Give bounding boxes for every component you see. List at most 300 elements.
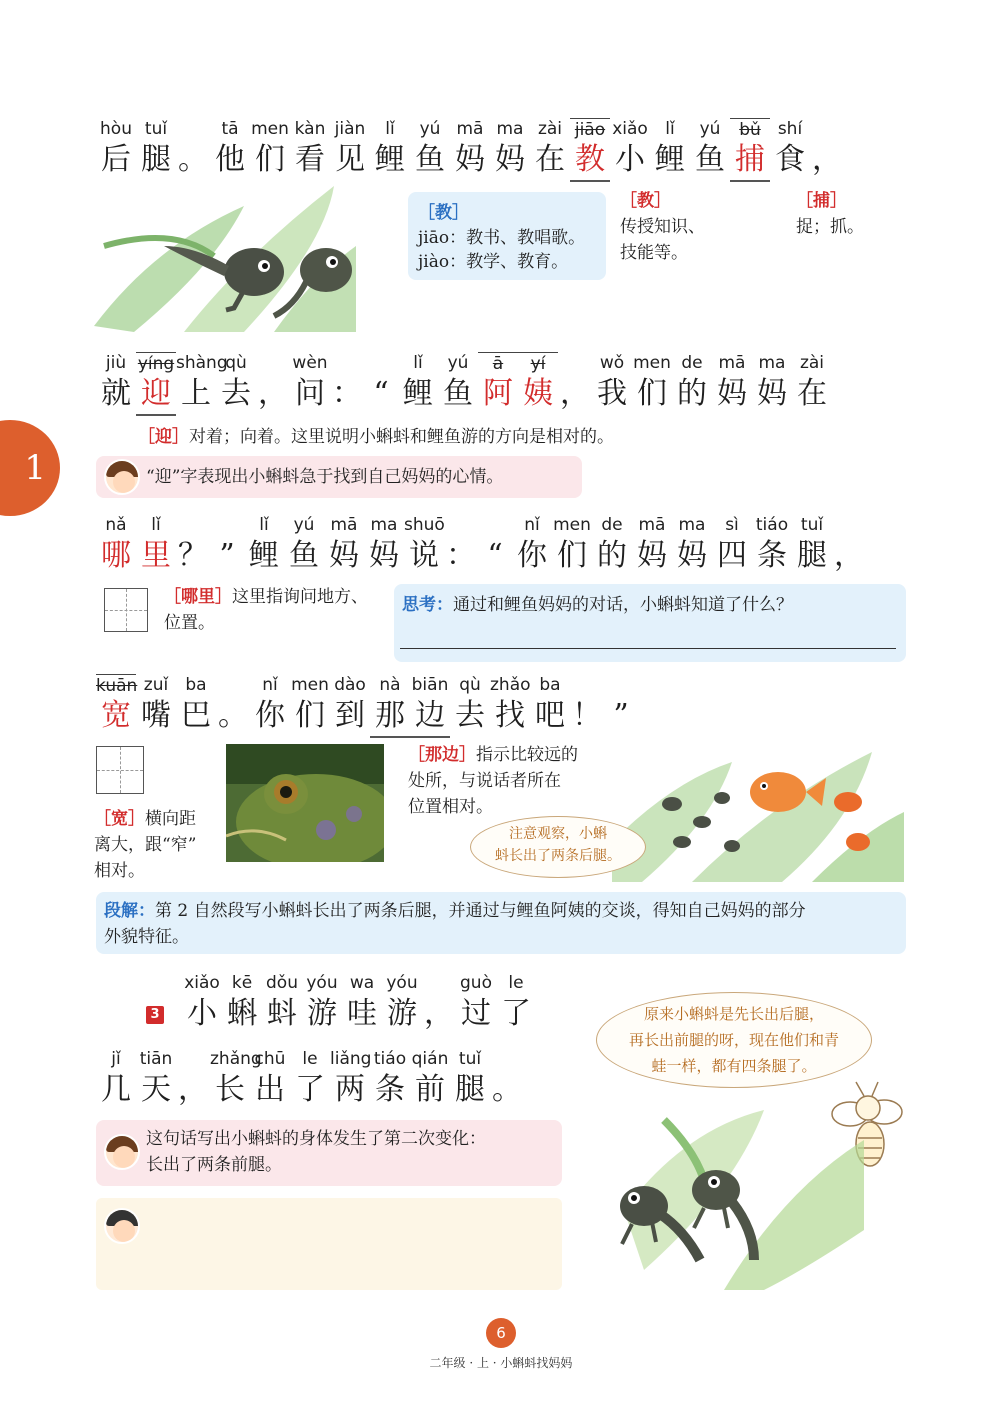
- hanzi: 说: [409, 538, 439, 573]
- pinyin: lǐ: [151, 515, 161, 535]
- pinyin: ma: [678, 515, 706, 535]
- hanzi: 后: [101, 142, 131, 177]
- pinyin: shí: [777, 119, 803, 139]
- pinyin: wǒ: [599, 353, 625, 373]
- char-cell: [558, 352, 592, 416]
- pinyin: yú: [699, 119, 721, 139]
- char-cell: [752, 514, 792, 576]
- char-cell: [136, 1048, 176, 1110]
- char-cell: [444, 514, 478, 576]
- student-avatar-icon: [104, 1208, 140, 1244]
- char-cell: [490, 1048, 524, 1110]
- char-cell: [690, 118, 730, 182]
- hanzi: ”: [613, 698, 629, 733]
- hanzi: 们: [255, 142, 285, 177]
- hanzi: ，: [258, 376, 288, 411]
- text-line-3: [96, 514, 866, 576]
- hanzi: 哪: [101, 538, 131, 573]
- paragraph-number: [146, 1006, 164, 1024]
- char-cell: [210, 514, 244, 576]
- pinyin: shàng: [176, 353, 228, 373]
- char-cell: [792, 514, 832, 576]
- char-cell: [96, 352, 136, 416]
- speech-bubble-legs: [596, 992, 872, 1088]
- tip-change-box: [96, 1120, 562, 1186]
- pinyin: kē: [231, 973, 253, 993]
- pinyin: qián: [411, 1049, 449, 1069]
- pinyin: nǐ: [524, 515, 540, 535]
- hanzi: 里: [141, 538, 171, 573]
- hanzi: 们: [295, 698, 325, 733]
- pinyin: chū: [254, 1049, 286, 1069]
- carp-and-tadpoles-illustration: [612, 742, 904, 882]
- hanzi: ，: [812, 142, 842, 177]
- pinyin: [558, 352, 592, 374]
- char-cell: [96, 118, 136, 182]
- char-cell: [176, 514, 210, 576]
- think-label: 思考：: [402, 595, 453, 615]
- char-cell: [96, 1048, 136, 1110]
- char-cell: [410, 118, 450, 182]
- char-cell: [290, 118, 330, 182]
- summary-line: 第 2 自然段写小蝌蚪长出了两条后腿，并通过与鲤鱼阿姨的交谈，得知自己妈妈的部分: [155, 901, 806, 921]
- char-cell: [570, 674, 604, 738]
- pinyin: guò: [460, 973, 492, 993]
- hanzi: 鱼: [443, 376, 473, 411]
- char-cell: [290, 352, 330, 416]
- hanzi: 你: [517, 538, 547, 573]
- writing-grid: [104, 588, 148, 632]
- char-cell: [610, 118, 650, 182]
- hanzi: 小: [187, 996, 217, 1031]
- answer-line[interactable]: [400, 648, 896, 649]
- note-jiao: [620, 188, 740, 266]
- hanzi: 长: [215, 1072, 245, 1107]
- hanzi: 了: [295, 1072, 325, 1107]
- note-line: 指示比较远的: [476, 745, 578, 765]
- char-cell: [450, 674, 490, 738]
- pinyin: mā: [718, 353, 746, 373]
- char-cell: [810, 118, 844, 182]
- chapter-badge: [0, 420, 60, 516]
- pinyin: tiān: [139, 1049, 173, 1069]
- hanzi: “: [487, 538, 503, 573]
- hanzi: 妈: [637, 538, 667, 573]
- char-cell: [216, 674, 250, 738]
- char-cell: [96, 514, 136, 576]
- pinyin: tuǐ: [144, 119, 168, 139]
- footer-title: 二年级 · 上 · 小蝌蚪找妈妈: [429, 1356, 573, 1370]
- char-cell: [330, 1048, 370, 1110]
- tip-line: 这句话写出小蝌蚪的身体发生了第二次变化：: [146, 1129, 486, 1149]
- four-legged-tadpoles-illustration: [604, 1110, 864, 1290]
- pinyin: [490, 1048, 524, 1070]
- note-jiao-polyphone-box: [408, 192, 606, 280]
- think-text: 通过和鲤鱼妈妈的对话，小蝌蚪知道了什么？: [453, 595, 793, 615]
- think-question: [402, 592, 793, 618]
- pinyin: shuō: [404, 515, 445, 535]
- hanzi: 妈: [495, 142, 525, 177]
- pinyin: biān: [411, 675, 449, 695]
- pinyin: men: [553, 515, 591, 535]
- char-cell: [136, 352, 176, 416]
- pinyin: zài: [799, 353, 825, 373]
- hanzi: ，: [178, 1072, 208, 1107]
- pinyin: kuān: [96, 676, 138, 696]
- char-cell: [176, 674, 216, 738]
- bubble-line: 蛙一样，都有四条腿了。: [651, 1057, 817, 1075]
- hanzi: 游: [387, 996, 417, 1031]
- pinyin: nǐ: [262, 675, 278, 695]
- char-cell: [330, 674, 370, 738]
- hanzi: 到: [335, 698, 365, 733]
- hanzi: 去: [455, 698, 485, 733]
- pinyin: dǒu: [266, 973, 298, 993]
- char-cell: [650, 118, 690, 182]
- pinyin: yí: [518, 352, 558, 374]
- char-cell: [570, 118, 610, 182]
- hanzi: 鱼: [695, 142, 725, 177]
- hanzi: ？: [178, 538, 208, 573]
- hanzi: 捕: [730, 140, 770, 182]
- hanzi: 他: [215, 142, 245, 177]
- hanzi: 妈: [717, 376, 747, 411]
- tip-text: “迎”字表现出小蝌蚪急于找到自己妈妈的心情。: [146, 467, 504, 487]
- char-cell: [364, 514, 404, 576]
- hanzi: 蚪: [267, 996, 297, 1031]
- pinyin: [216, 674, 250, 696]
- hanzi: 鱼: [415, 142, 445, 177]
- hanzi: 的: [677, 376, 707, 411]
- pinyin: le: [302, 1049, 318, 1069]
- note-title: ［教］: [418, 203, 469, 223]
- char-cell: [518, 352, 558, 416]
- pinyin: tuǐ: [458, 1049, 482, 1069]
- pinyin: [176, 1048, 210, 1070]
- char-cell: [632, 352, 672, 416]
- char-cell: [490, 118, 530, 182]
- char-cell: [382, 972, 422, 1034]
- pinyin: ba: [185, 675, 207, 695]
- student-answer-box[interactable]: [96, 1198, 562, 1290]
- hanzi: 在: [535, 142, 565, 177]
- pinyin: ma: [496, 119, 524, 139]
- pinyin: [604, 674, 638, 696]
- char-cell: [136, 514, 176, 576]
- hanzi: 出: [255, 1072, 285, 1107]
- pinyin: zài: [537, 119, 563, 139]
- note-line: 技能等。: [620, 243, 688, 263]
- paragraph-number-text: 3: [150, 1007, 160, 1022]
- char-cell: [370, 1048, 410, 1110]
- hanzi: 迎: [136, 374, 176, 416]
- note-line: 传授知识、: [620, 217, 705, 237]
- pinyin: wèn: [292, 353, 328, 373]
- hanzi: 的: [597, 538, 627, 573]
- note-line: 捉；抓。: [796, 217, 864, 237]
- char-cell: [422, 972, 456, 1034]
- hanzi: 阿: [483, 376, 513, 411]
- pinyin: [570, 674, 604, 696]
- tip-line: 长出了两条前腿。: [146, 1155, 282, 1175]
- char-cell: [364, 352, 398, 416]
- hanzi: ”: [219, 538, 235, 573]
- pinyin: nà: [379, 675, 401, 695]
- note-text: 对着；向着。这里说明小蝌蚪和鲤鱼游的方向是相对的。: [189, 427, 614, 447]
- summary-line: 外貌特征。: [104, 927, 189, 947]
- char-cell: [530, 674, 570, 738]
- hanzi: ，: [560, 376, 590, 411]
- hanzi: 上: [181, 376, 211, 411]
- note-line: 这里指询问地方、: [232, 587, 368, 607]
- char-cell: [136, 674, 176, 738]
- note-title: ［教］: [620, 191, 671, 211]
- hanzi: 鲤: [655, 142, 685, 177]
- note-nali: [164, 584, 394, 636]
- hanzi: 过: [461, 996, 491, 1031]
- hanzi: 鲤: [403, 376, 433, 411]
- hanzi: ：: [446, 538, 476, 573]
- text-line-2: [96, 352, 832, 416]
- pinyin: liǎng: [330, 1049, 372, 1069]
- text-line-6: [96, 1048, 524, 1110]
- pinyin: men: [251, 119, 289, 139]
- note-kuan: [94, 806, 224, 884]
- pinyin: tiáo: [755, 515, 789, 535]
- pinyin: yíng: [137, 354, 175, 374]
- hanzi: 食: [775, 142, 805, 177]
- pinyin: [256, 352, 290, 374]
- hanzi: 游: [307, 996, 337, 1031]
- note-title: ［哪里］: [164, 587, 232, 607]
- paragraph-summary-box: [96, 892, 906, 954]
- hanzi: 妈: [455, 142, 485, 177]
- pinyin: lǐ: [413, 353, 423, 373]
- hanzi: 吧: [535, 698, 565, 733]
- pinyin: [422, 972, 456, 994]
- hanzi: 你: [255, 698, 285, 733]
- pinyin: de: [601, 515, 623, 535]
- teacher-avatar-icon: [104, 1134, 140, 1170]
- hanzi: 腿: [141, 142, 171, 177]
- note-title: ［捕］: [796, 191, 847, 211]
- char-cell: [592, 514, 632, 576]
- bubble-line: 再长出前腿的呀，现在他们和青: [628, 1031, 839, 1049]
- frog-photo: [226, 744, 384, 862]
- hanzi: 见: [335, 142, 365, 177]
- char-cell: [262, 972, 302, 1034]
- hanzi: 蝌: [227, 996, 257, 1031]
- hanzi: ：: [332, 376, 362, 411]
- think-box: [394, 584, 906, 662]
- hanzi: 我: [597, 376, 627, 411]
- char-cell: [752, 352, 792, 416]
- char-cell: [96, 674, 136, 738]
- hanzi: 找: [495, 698, 525, 733]
- hanzi: 边: [410, 696, 450, 738]
- char-cell: [210, 118, 250, 182]
- pinyin: zhǎng: [210, 1049, 262, 1069]
- pinyin: xiǎo: [612, 119, 648, 139]
- hanzi: 鱼: [289, 538, 319, 573]
- char-cell: [176, 118, 210, 182]
- char-cell: [456, 972, 496, 1034]
- hanzi: 妈: [369, 538, 399, 573]
- note-line: 处所，与说话者所在: [408, 771, 561, 791]
- pinyin: lǐ: [385, 119, 395, 139]
- pinyin: yú: [419, 119, 441, 139]
- pinyin: ā: [478, 352, 518, 374]
- char-cell: [438, 352, 478, 416]
- pinyin: [478, 514, 512, 536]
- note-line: 离大，跟“窄”: [94, 835, 197, 855]
- pinyin: sì: [725, 515, 739, 535]
- hanzi: 四: [717, 538, 747, 573]
- char-cell: [730, 118, 770, 182]
- hanzi: 小: [615, 142, 645, 177]
- pinyin: ma: [370, 515, 398, 535]
- char-cell: [250, 118, 290, 182]
- hanzi: 两: [335, 1072, 365, 1107]
- char-cell: [210, 1048, 262, 1110]
- char-cell: [672, 352, 712, 416]
- hanzi: 那: [370, 696, 410, 738]
- pinyin: dào: [334, 675, 366, 695]
- char-cell: [530, 118, 570, 182]
- hanzi: 妈: [329, 538, 359, 573]
- char-cell: [712, 352, 752, 416]
- char-cell: [290, 674, 330, 738]
- char-cell: [284, 514, 324, 576]
- pinyin: tiáo: [373, 1049, 407, 1069]
- char-cell: [410, 1048, 450, 1110]
- pinyin: [330, 352, 364, 374]
- pinyin: ma: [758, 353, 786, 373]
- pinyin: zuǐ: [143, 675, 169, 695]
- pinyin: [832, 514, 866, 536]
- pinyin: qù: [459, 675, 481, 695]
- pinyin: [176, 118, 210, 140]
- char-cell: [792, 352, 832, 416]
- pinyin: men: [633, 353, 671, 373]
- tip-ying-box: [96, 456, 582, 498]
- page-number-badge: [486, 1318, 516, 1348]
- hanzi: 腿: [797, 538, 827, 573]
- hanzi: ！: [572, 698, 602, 733]
- pinyin: [444, 514, 478, 536]
- pinyin: le: [508, 973, 524, 993]
- char-cell: [216, 352, 256, 416]
- hanzi: 。: [178, 142, 208, 177]
- char-cell: [256, 352, 290, 416]
- char-cell: [342, 972, 382, 1034]
- text-line-5: [182, 972, 536, 1034]
- pinyin: bǔ: [730, 118, 770, 140]
- char-cell: [370, 118, 410, 182]
- hanzi: 几: [101, 1072, 131, 1107]
- char-cell: [632, 514, 672, 576]
- hanzi: 天: [141, 1072, 171, 1107]
- note-bu: [796, 188, 906, 240]
- hanzi: 条: [757, 538, 787, 573]
- pinyin: xiǎo: [184, 973, 220, 993]
- pinyin: mā: [330, 515, 358, 535]
- pinyin: lǐ: [665, 119, 675, 139]
- char-cell: [136, 118, 176, 182]
- hanzi: 宽: [101, 698, 131, 733]
- pinyin: jiù: [105, 353, 127, 373]
- pinyin: tuǐ: [800, 515, 824, 535]
- teacher-avatar-icon: [104, 459, 140, 495]
- char-cell: [176, 352, 228, 416]
- pinyin: ba: [539, 675, 561, 695]
- char-cell: [450, 1048, 490, 1110]
- pinyin: jiāo: [570, 118, 610, 140]
- char-cell: [552, 514, 592, 576]
- bubble-line: 注意观察，小蝌: [509, 826, 607, 842]
- char-cell: [496, 972, 536, 1034]
- char-cell: [450, 118, 490, 182]
- pinyin: yóu: [306, 973, 338, 993]
- pinyin: mā: [638, 515, 666, 535]
- pinyin: wa: [349, 973, 375, 993]
- char-cell: [250, 1048, 290, 1110]
- hanzi: 就: [101, 376, 131, 411]
- pinyin: tā: [221, 119, 239, 139]
- char-cell: [290, 1048, 330, 1110]
- pinyin: hòu: [100, 119, 132, 139]
- char-cell: [222, 972, 262, 1034]
- hanzi: 在: [797, 376, 827, 411]
- char-cell: [832, 514, 866, 576]
- char-cell: [770, 118, 810, 182]
- pinyin: de: [681, 353, 703, 373]
- bubble-line: 蚪长出了两条后腿。: [495, 848, 621, 864]
- note-line: 位置相对。: [408, 797, 493, 817]
- writing-grid: [96, 746, 144, 794]
- pinyin: [176, 514, 210, 536]
- pinyin: [364, 352, 398, 374]
- hanzi: 。: [218, 698, 248, 733]
- hanzi: 们: [637, 376, 667, 411]
- hanzi: 腿: [455, 1072, 485, 1107]
- pinyin: qù: [225, 353, 247, 373]
- pinyin: men: [291, 675, 329, 695]
- note-line: 位置。: [164, 613, 215, 633]
- char-cell: [712, 514, 752, 576]
- pinyin: zhǎo: [490, 675, 531, 695]
- char-cell: [398, 352, 438, 416]
- char-cell: [478, 352, 518, 416]
- hanzi: “: [373, 376, 389, 411]
- page-number: 6: [496, 1324, 506, 1342]
- char-cell: [302, 972, 342, 1034]
- note-nabian: [408, 742, 618, 820]
- hanzi: 前: [415, 1072, 445, 1107]
- hanzi: 们: [557, 538, 587, 573]
- char-cell: [324, 514, 364, 576]
- hanzi: 了: [501, 996, 531, 1031]
- hanzi: 条: [375, 1072, 405, 1107]
- text-line-4: [96, 674, 638, 738]
- hanzi: ，: [424, 996, 454, 1031]
- pinyin: kàn: [294, 119, 326, 139]
- hanzi: 看: [295, 142, 325, 177]
- hanzi: 去: [221, 376, 251, 411]
- hanzi: 巴: [181, 698, 211, 733]
- hanzi: 妈: [677, 538, 707, 573]
- bubble-line: 原来小蝌蚪是先长出后腿，: [643, 1005, 824, 1023]
